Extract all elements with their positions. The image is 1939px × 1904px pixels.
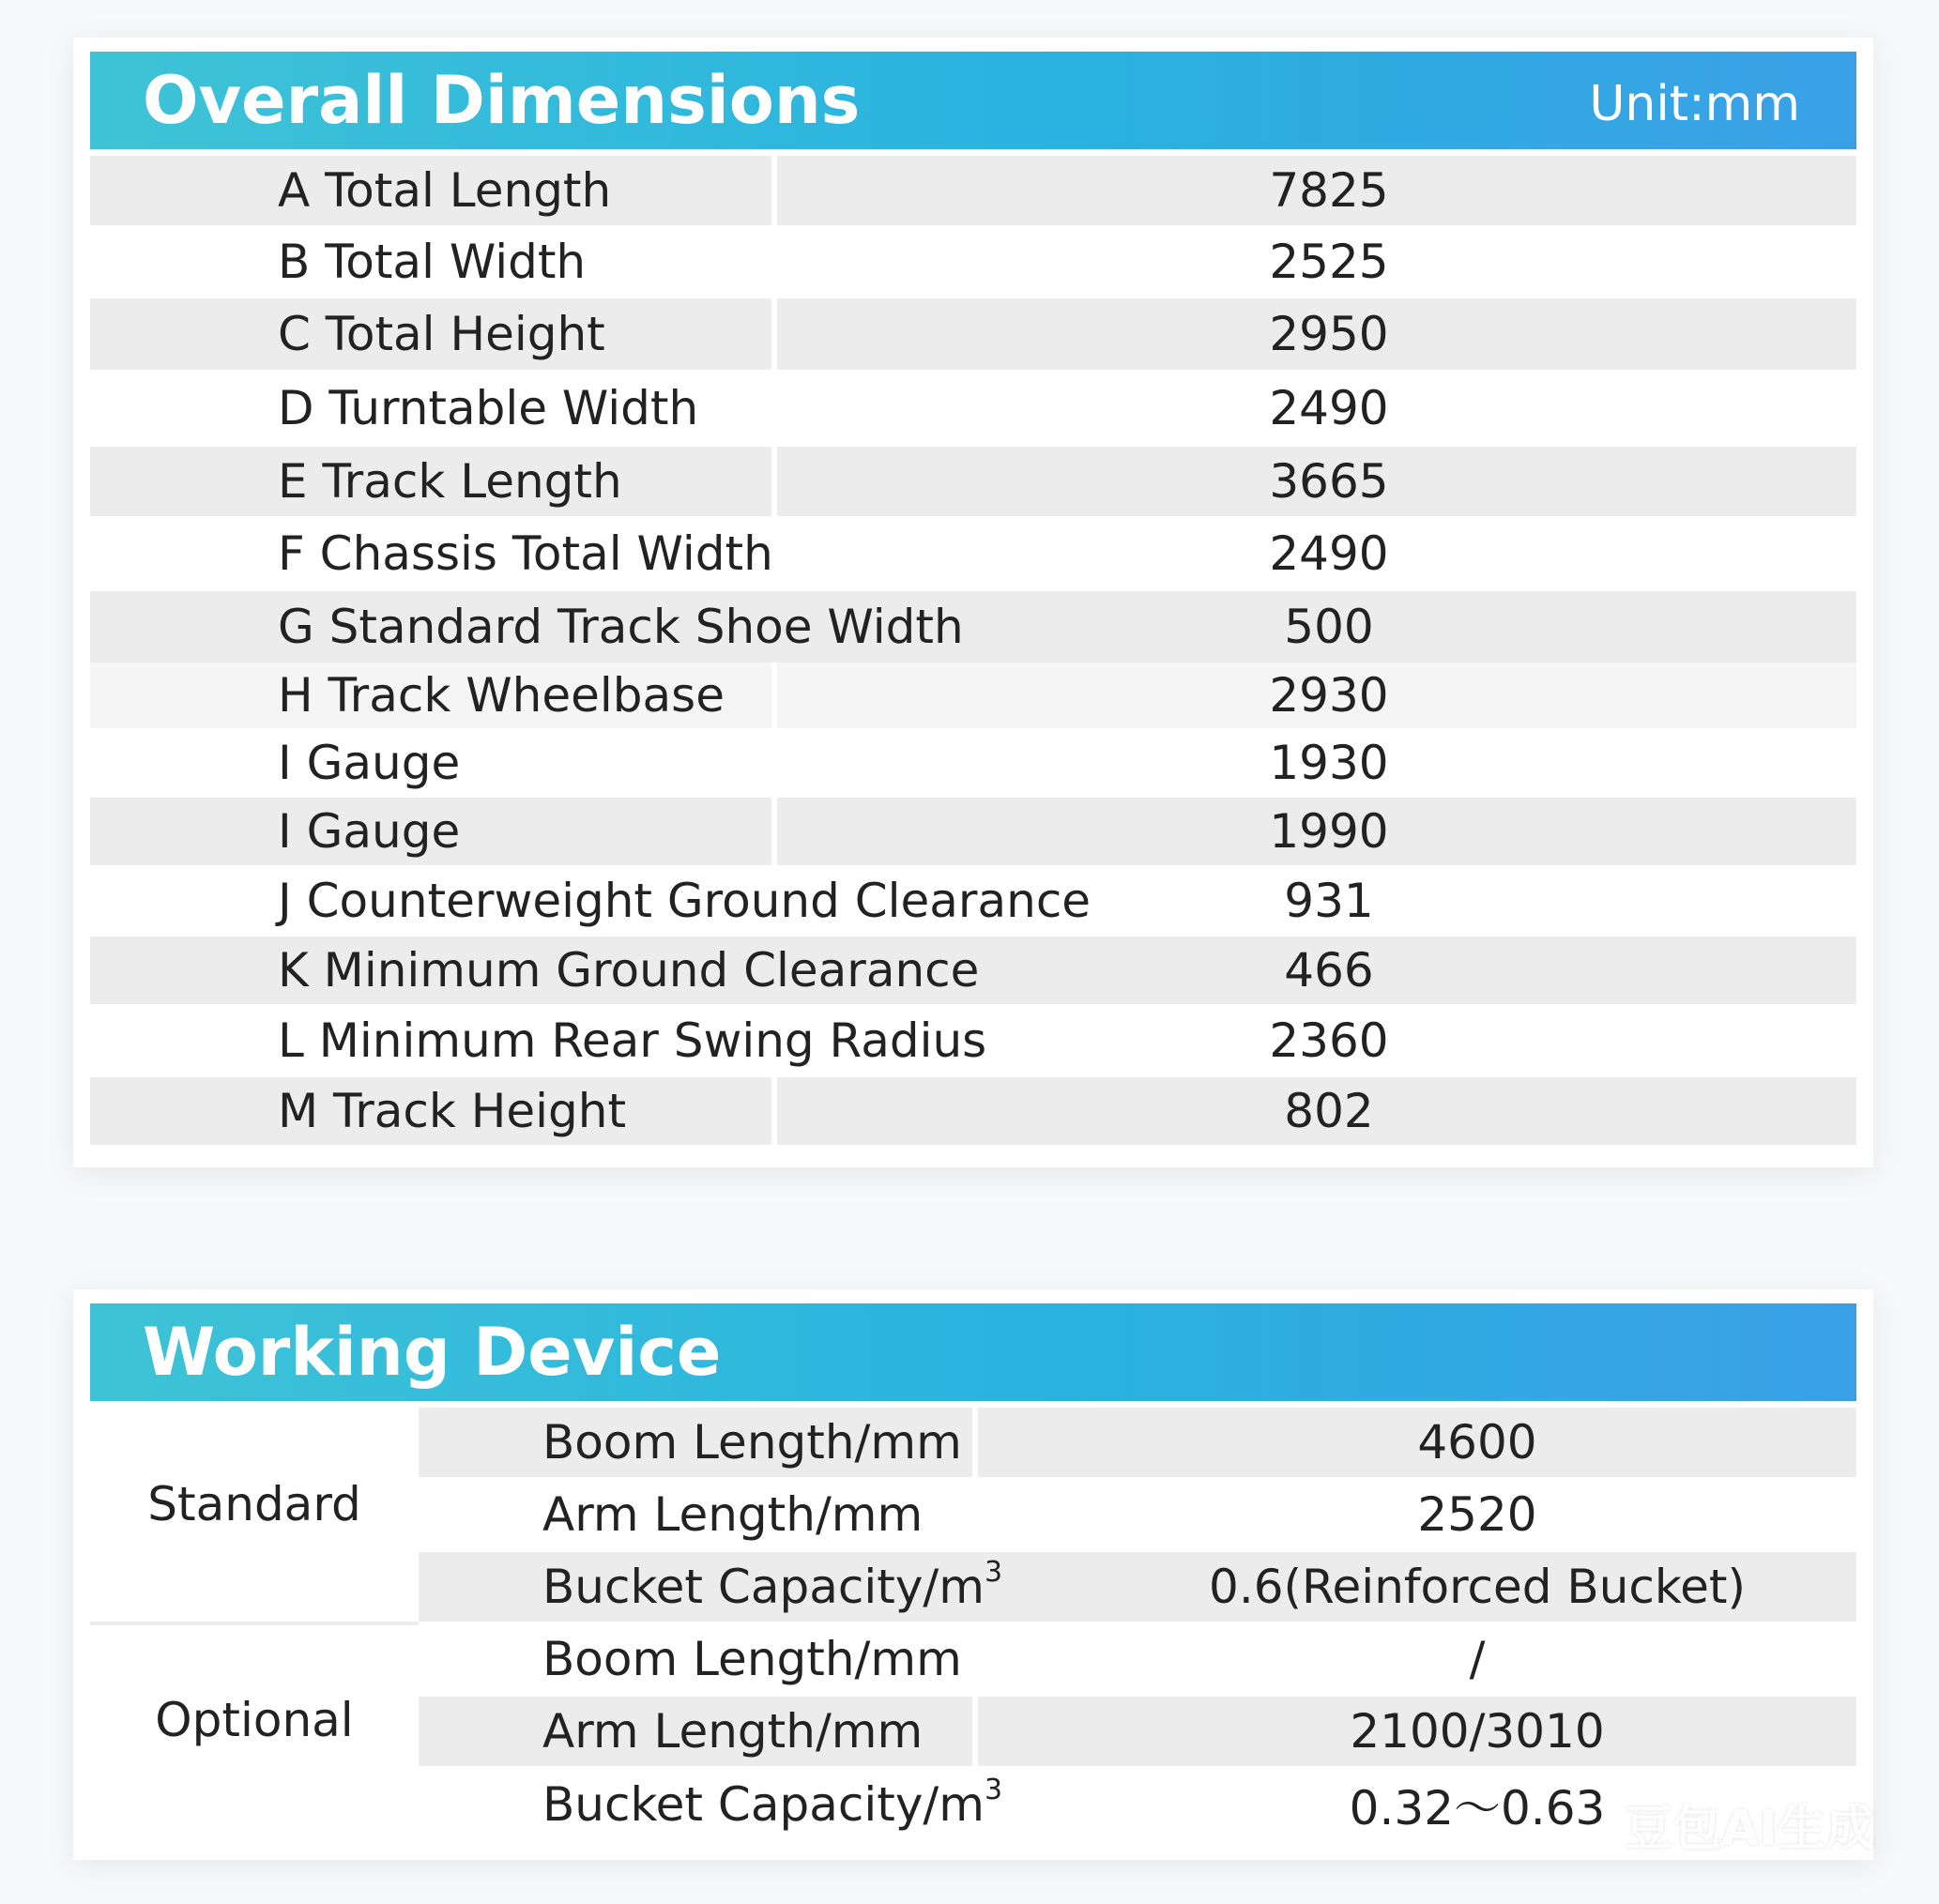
- row-value: /: [1469, 1632, 1486, 1686]
- row-label: Arm Length/mm: [542, 1487, 924, 1542]
- row-label-cell: [90, 516, 771, 591]
- row-value: 466: [1284, 943, 1374, 998]
- table-row: [419, 1552, 1856, 1622]
- row-label-cell: [90, 937, 1856, 1004]
- row-label: Boom Length/mm: [542, 1632, 962, 1686]
- row-label: M Track Height: [278, 1084, 627, 1138]
- row-label: [542, 1556, 1003, 1614]
- row-value: 4600: [1417, 1415, 1537, 1470]
- row-value: 2100/3010: [1350, 1704, 1605, 1759]
- row-label-main: Bucket Capacity/m: [542, 1560, 985, 1614]
- group-divider: [90, 1622, 419, 1625]
- row-label-cell: [419, 1766, 1003, 1843]
- row-value: 2525: [1269, 235, 1389, 289]
- row-value: 2520: [1417, 1487, 1537, 1542]
- table-row: [90, 1004, 1856, 1077]
- row-label: D Turntable Width: [278, 381, 699, 435]
- row-label-sup: 3: [984, 1556, 1003, 1589]
- overall-dimensions-title: Overall Dimensions: [143, 62, 861, 139]
- table-row: [90, 798, 1856, 865]
- row-label: [542, 1774, 1003, 1832]
- row-label: A Total Length: [278, 163, 612, 218]
- row-value: 1930: [1269, 736, 1389, 790]
- row-label: J Counterweight Ground Clearance: [278, 874, 1092, 928]
- row-value: 3665: [1269, 454, 1389, 509]
- table-row: [90, 370, 1856, 447]
- overall-dimensions-header: [90, 52, 1856, 149]
- row-label-cell: [90, 370, 771, 447]
- row-label: B Total Width: [278, 235, 587, 289]
- row-value: 2490: [1269, 381, 1389, 435]
- row-label: G Standard Track Shoe Width: [278, 600, 964, 654]
- row-value: 2490: [1269, 526, 1389, 581]
- row-label: E Track Length: [278, 454, 622, 509]
- row-label-cell: [90, 298, 771, 370]
- row-label-cell: [419, 1477, 972, 1552]
- row-label-cell: [90, 865, 1092, 937]
- row-value: 0.32～0.63: [1349, 1781, 1606, 1835]
- row-value: 7825: [1269, 163, 1389, 218]
- row-label-cell: [90, 1004, 987, 1077]
- row-label: L Minimum Rear Swing Radius: [278, 1013, 987, 1068]
- row-value: 1990: [1269, 804, 1389, 859]
- table-row: [419, 1408, 1856, 1477]
- row-value: 2930: [1269, 668, 1389, 723]
- row-label: H Track Wheelbase: [278, 668, 725, 723]
- table-row: [90, 663, 1856, 728]
- table-row: [419, 1622, 1856, 1697]
- row-label: I Gauge: [278, 736, 461, 790]
- table-row: [90, 225, 1856, 298]
- group-label-standard: Standard: [147, 1477, 361, 1531]
- row-label: K Minimum Ground Clearance: [278, 943, 980, 998]
- row-label-cell: [90, 156, 771, 225]
- row-value: 802: [1284, 1084, 1374, 1138]
- table-row: [90, 865, 1856, 937]
- row-value-cell: [978, 1622, 1856, 1697]
- table-row: [90, 156, 1856, 225]
- unit-label: Unit:mm: [1589, 76, 1800, 132]
- table-row: [419, 1477, 1856, 1552]
- table-row: [419, 1697, 1856, 1766]
- table-row: [90, 591, 1856, 663]
- table-row: [90, 937, 1856, 1004]
- row-label: Arm Length/mm: [542, 1704, 924, 1759]
- row-label: C Total Height: [278, 307, 605, 361]
- row-label-cell: [90, 798, 771, 865]
- row-value: 500: [1284, 600, 1374, 654]
- working-device-header: [90, 1303, 1856, 1401]
- table-row: [90, 516, 1856, 591]
- row-value: 2950: [1269, 307, 1389, 361]
- row-label-cell: [419, 1622, 972, 1697]
- row-value: 0.6(Reinforced Bucket): [1209, 1560, 1746, 1614]
- row-label-cell: [90, 225, 771, 298]
- row-label-cell: [419, 1408, 972, 1477]
- table-row: [90, 728, 1856, 798]
- watermark: 豆包AI生成: [1624, 1801, 1875, 1857]
- row-label-main: Bucket Capacity/m: [542, 1777, 985, 1832]
- row-label-cell: [90, 663, 771, 728]
- table-row: [90, 447, 1856, 516]
- row-label-cell: [419, 1697, 972, 1766]
- overall-dimensions-panel: [73, 38, 1873, 1167]
- row-label-cell: [90, 591, 1856, 663]
- row-label: Boom Length/mm: [542, 1415, 962, 1470]
- row-value: 2360: [1269, 1013, 1389, 1068]
- table-row: [90, 1077, 1856, 1145]
- row-label-cell: [90, 447, 771, 516]
- row-label-sup: 3: [984, 1774, 1003, 1806]
- group-label-optional: Optional: [155, 1693, 354, 1747]
- row-label-cell: [90, 728, 771, 798]
- working-device-title: Working Device: [143, 1314, 722, 1391]
- working-device-panel: [73, 1289, 1873, 1860]
- row-value: 931: [1284, 874, 1374, 928]
- table-row: [90, 298, 1856, 370]
- row-label-cell: [90, 1077, 771, 1145]
- row-label: F Chassis Total Width: [278, 526, 773, 581]
- row-label: I Gauge: [278, 804, 461, 859]
